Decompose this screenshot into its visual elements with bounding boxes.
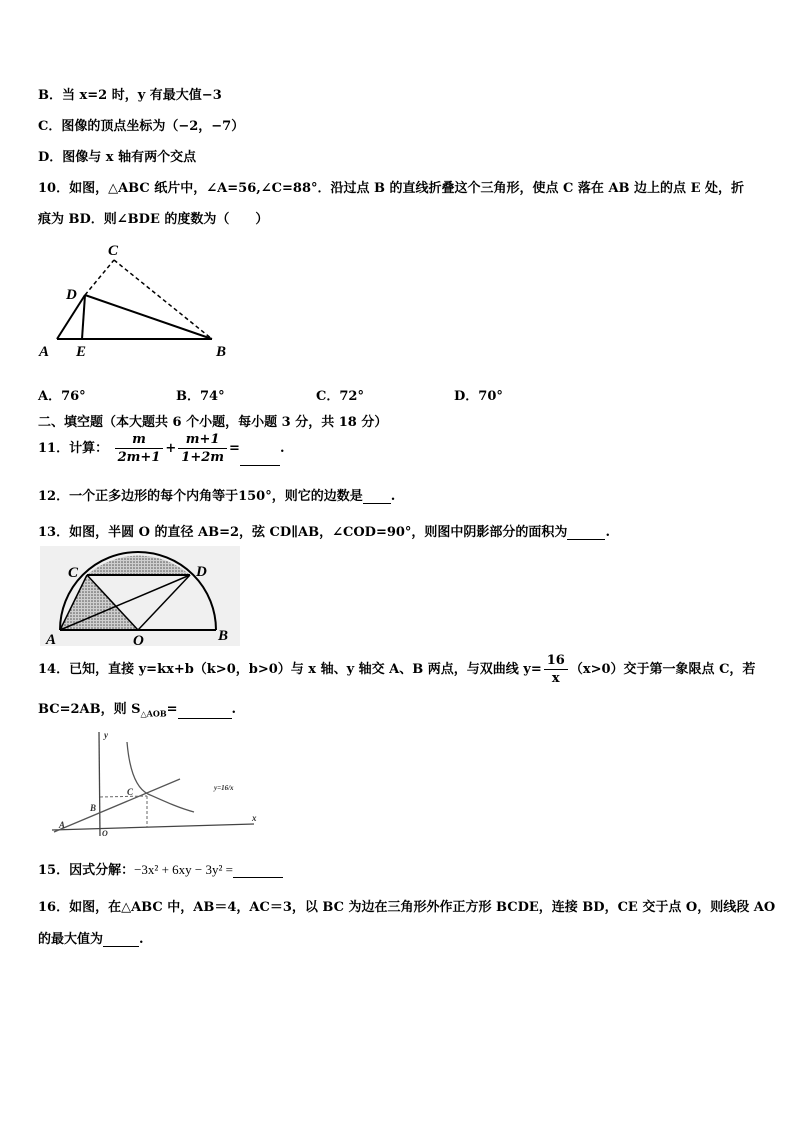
label-c: C — [68, 565, 79, 581]
q12 — [38, 485, 395, 504]
q11-fraction-2 — [178, 431, 227, 466]
label-b: B — [216, 344, 227, 360]
segment-de — [82, 295, 85, 339]
q14-text-b: （x>0）交于第一象限点 C，若 — [569, 662, 756, 677]
q14-line1 — [38, 652, 755, 687]
q11 — [38, 431, 284, 466]
hyperbola-curve — [127, 742, 194, 812]
q13-period: . — [605, 525, 610, 540]
q15-answer-blank — [233, 865, 283, 878]
curve-label: y=16/x — [214, 784, 234, 792]
q11-frac1-denominator: 2m+1 — [117, 450, 161, 465]
q11-frac2-denominator: 1+2m — [181, 450, 225, 465]
dashed-cb — [114, 260, 212, 339]
x-axis — [52, 824, 254, 830]
q14-period: . — [231, 702, 237, 717]
q10-option-b: B．74° — [176, 389, 225, 404]
q11-period: . — [279, 441, 285, 456]
q13 — [38, 521, 610, 540]
line-y-kx-b — [54, 779, 180, 832]
q11-answer-blank — [240, 453, 280, 466]
y-axis — [99, 732, 100, 836]
q16-line1: 16．如图，在△ABC 中，AB＝4，AC＝3，以 BC 为边在三角形外作正方形 BCDE，连接 BD，CE 交于点 O，则线段 AO — [38, 900, 776, 915]
label-e: E — [76, 344, 87, 360]
q10-option-d: D．70° — [454, 389, 503, 404]
q13-answer-blank — [567, 527, 605, 540]
q14-graph-figure — [44, 726, 270, 838]
label-c: C — [108, 243, 119, 259]
q11-equals: = — [229, 441, 240, 456]
label-a: A — [39, 344, 50, 360]
q10-option-a: A．76° — [38, 389, 86, 404]
q12-text: 12．一个正多边形的每个内角等于150°，则它的边数是 — [38, 489, 363, 504]
q10-options — [38, 385, 503, 404]
label-d: D — [66, 287, 77, 303]
q10-triangle-figure — [30, 238, 250, 363]
q16-text: 的最大值为 — [38, 932, 104, 947]
label-c: C — [127, 787, 134, 797]
q16-line2 — [38, 928, 144, 947]
q14-fraction — [544, 652, 568, 687]
label-y: y — [104, 730, 108, 740]
label-a: A — [46, 632, 57, 646]
q15-expression: −3x² + 6xy − 3y² = — [134, 862, 233, 877]
label-b: B — [218, 628, 229, 644]
q12-period: . — [390, 489, 396, 504]
q14-text-a: 14．已知，直接 y=kx+b（k>0，b>0）与 x 轴、y 轴交 A、B 两点，与双曲线 y= — [38, 662, 542, 677]
q14-line2 — [38, 698, 236, 719]
q10-option-c: C．72° — [316, 389, 364, 404]
q10-line1: 10．如图，△ABC 纸片中，∠A=56,∠C=88°．沿过点 B 的直线折叠这个三角形，使点 C 落在 AB 边上的点 E 处，折 — [38, 181, 745, 196]
q15-prefix: 15．因式分解： — [38, 863, 135, 878]
dashed-dc — [85, 260, 114, 295]
q10-line2: 痕为 BD．则∠BDE 的度数为（ ） — [38, 212, 269, 227]
q14-frac-denominator: x — [551, 671, 560, 686]
label-d: D — [196, 564, 207, 580]
q11-frac1-numerator: m — [115, 431, 164, 449]
fold-line-bd — [85, 295, 212, 339]
q11-prefix: 11．计算： — [38, 441, 109, 456]
q13-text: 13．如图，半圆 O 的直径 AB=2，弦 CD∥AB，∠COD=90°，则图中阴影部分的面积为 — [38, 525, 568, 540]
q11-plus: + — [165, 441, 177, 456]
q9-option-b: B．当 x=2 时，y 有最大值−3 — [38, 88, 222, 103]
q14-equals: = — [166, 702, 178, 717]
q15 — [38, 859, 283, 878]
q16-period: . — [139, 932, 144, 947]
label-b: B — [90, 803, 97, 813]
q11-fraction-1 — [115, 431, 164, 466]
label-o: O — [133, 633, 144, 646]
q13-semicircle-figure — [40, 546, 240, 646]
q14-answer-blank — [178, 706, 232, 719]
q9-option-c: C．图像的顶点坐标为（−2，−7） — [38, 119, 245, 134]
q11-frac2-numerator: m+1 — [178, 431, 227, 449]
q14-text-c: BC=2AB，则 S — [38, 702, 141, 717]
section-2-heading: 二、填空题（本大题共 6 个小题，每小题 3 分，共 18 分） — [38, 415, 388, 430]
label-x: x — [252, 813, 257, 823]
q14-frac-numerator: 16 — [544, 652, 568, 670]
label-a: A — [59, 820, 66, 830]
q9-option-d: D．图像与 x 轴有两个交点 — [38, 150, 197, 165]
q16-answer-blank — [103, 934, 139, 947]
q12-answer-blank — [363, 491, 391, 504]
q14-subscript: △AOB — [140, 708, 167, 719]
label-o: O — [102, 829, 108, 838]
